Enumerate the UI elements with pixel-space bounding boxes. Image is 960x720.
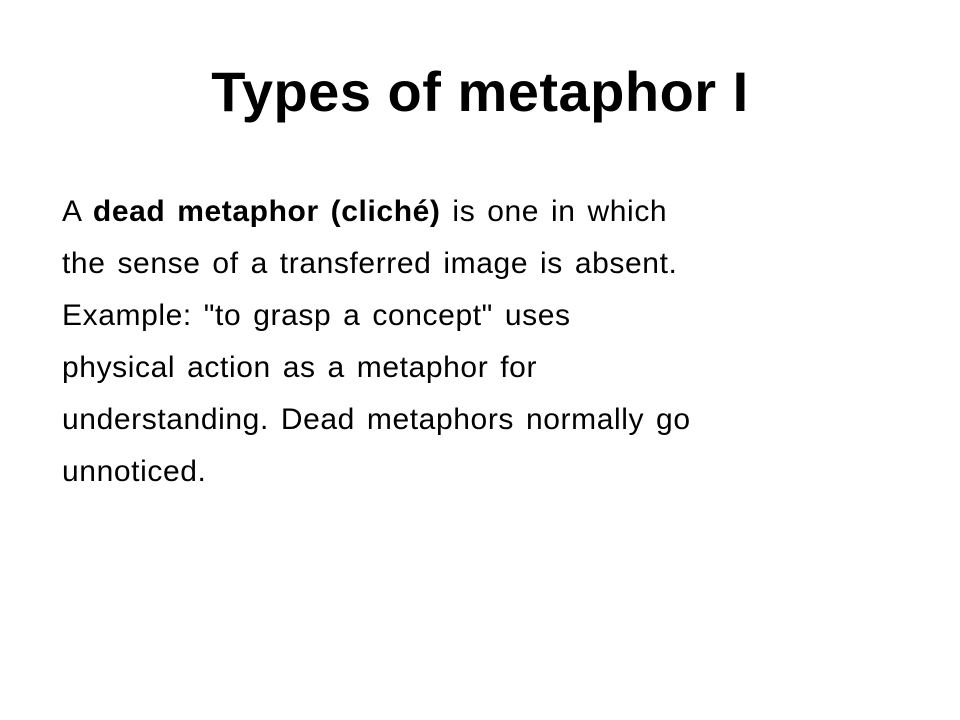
body-line-4: physical action as a metaphor for	[62, 351, 538, 384]
slide-title: Types of metaphor I	[211, 60, 749, 123]
body-line-2: the sense of a transferred image is absent.	[62, 247, 678, 280]
body-line-5: understanding. Dead metaphors normally go	[62, 403, 691, 436]
body-line-1-suffix: is one in which	[440, 195, 668, 228]
body-line-6: unnoticed.	[62, 455, 207, 488]
body-line-1-prefix: A	[62, 195, 93, 228]
dead-metaphor-term: dead metaphor (cliché)	[92, 195, 441, 228]
body-line-1	[62, 186, 922, 238]
slide-body	[62, 186, 922, 498]
body-line-3: Example: "to grasp a concept" uses	[62, 299, 571, 332]
